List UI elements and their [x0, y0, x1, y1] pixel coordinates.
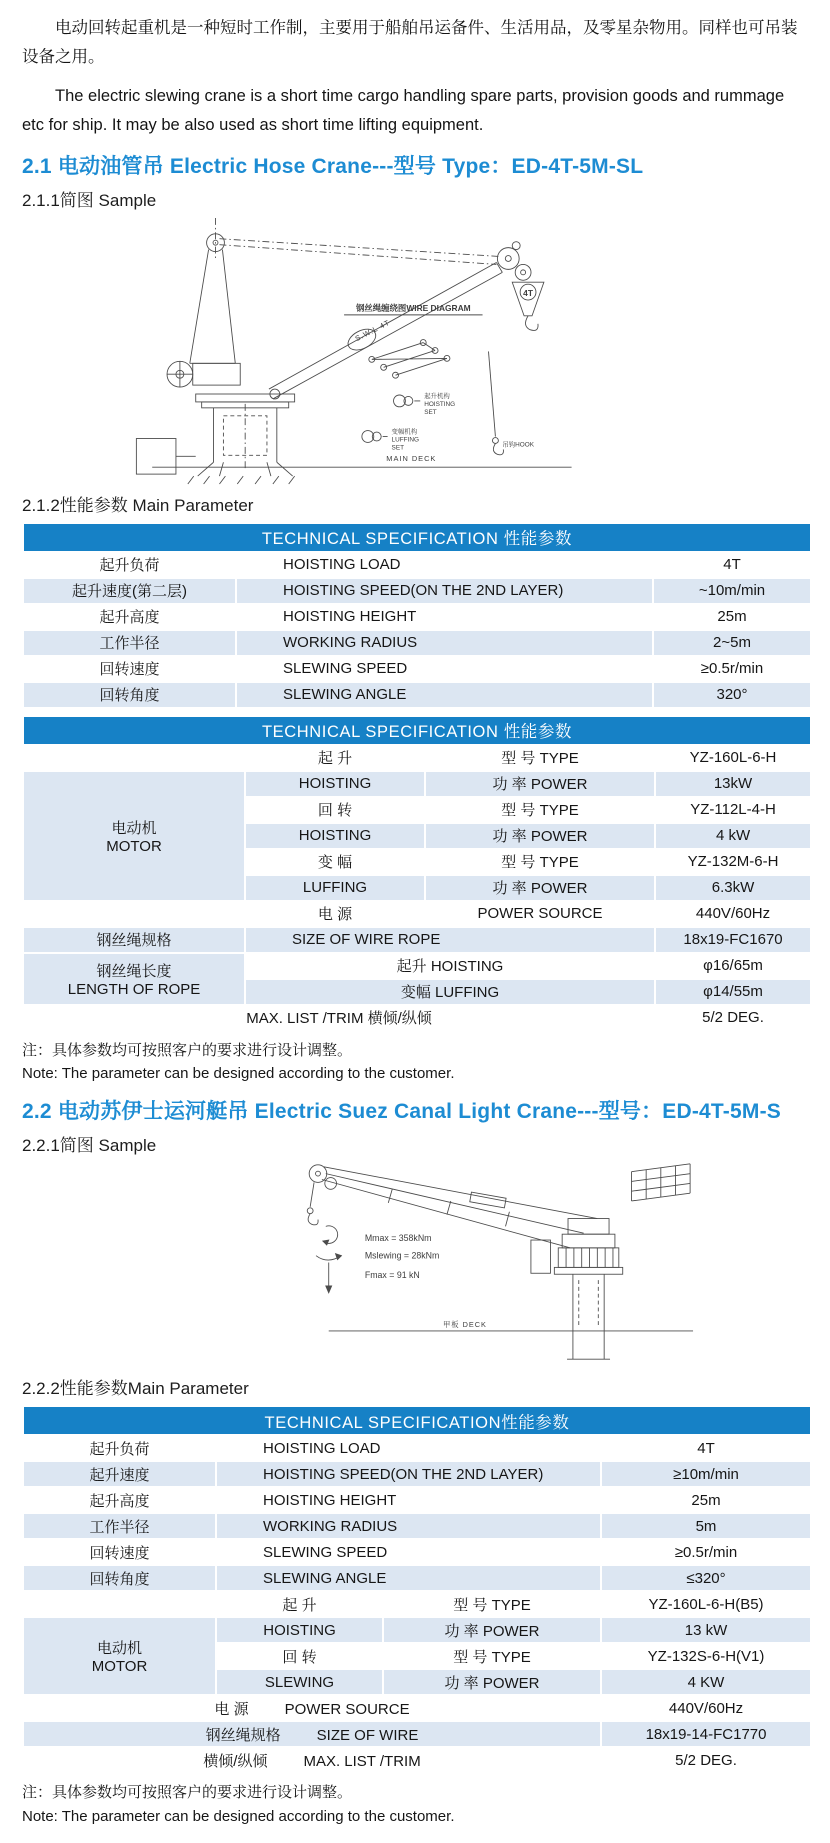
rope-luffing-value: φ14/55m [655, 979, 811, 1005]
param-en: SLEWING ANGLE [236, 682, 653, 708]
deck-label: 甲板 DECK [443, 1319, 487, 1329]
motor-param-label: 功 率 POWER [425, 771, 655, 797]
motor-param-label: 型 号 TYPE [383, 1591, 601, 1617]
param-en: WORKING RADIUS [216, 1513, 601, 1539]
motor-func-name: HOISTING [245, 771, 425, 797]
table-row [23, 656, 811, 682]
rope-length-en: LENGTH OF ROPE [67, 980, 201, 998]
motor-param-value: YZ-160L-6-H [655, 745, 811, 771]
technical-spec-table-1 [22, 522, 812, 709]
table-header-row [23, 716, 811, 745]
hook-label: 吊钩HOOK [502, 440, 535, 448]
technical-spec-table-2 [22, 715, 812, 1032]
section-2-1-1-sample-label: 2.1.1简图 Sample [22, 190, 157, 210]
power-label-cn: 电 源 [245, 901, 425, 927]
motor-param-label: 功 率 POWER [383, 1669, 601, 1695]
motor-func-name: 回 转 [216, 1643, 383, 1669]
table-row [23, 1513, 811, 1539]
force-max-label: Fmax = 91 kN [364, 1270, 420, 1281]
luffing-set-label-cn: 变幅机构 [391, 428, 418, 436]
section-2-2-1-sample-label: 2.2.1简图 Sample [22, 1136, 157, 1155]
section-2-2-heading: 2.2 电动苏伊士运河艇吊 Electric Suez Canal Light Crane---型号：ED-4T-5M-S [22, 1100, 781, 1123]
section-2-1-2-param-label: 2.1.2性能参数 Main Parameter [22, 495, 254, 515]
motor-func-name: 起 升 [245, 745, 425, 771]
power-source-row [23, 901, 811, 927]
wire-rope-value: 18x19-FC1670 [655, 927, 811, 953]
motor-label-en: MOTOR [106, 837, 162, 855]
power-label [23, 1695, 601, 1721]
motor-param-label: 型 号 TYPE [425, 797, 655, 823]
note-cn: 注：具体参数均可按照客户的要求进行设计调整。 [22, 1784, 353, 1801]
motor-func-name: LUFFING [245, 875, 425, 901]
main-deck-label: MAIN DECK [386, 453, 437, 463]
wire-rope-label [23, 1721, 601, 1747]
wire-rope-row [23, 1721, 811, 1747]
motor-param-value: YZ-160L-6-H(B5) [601, 1591, 811, 1617]
param-en: HOISTING HEIGHT [236, 604, 653, 630]
motor-param-value: 13kW [655, 771, 811, 797]
param-en: HOISTING SPEED(ON THE 2ND LAYER) [216, 1461, 601, 1487]
motor-label-cn: 电动机 [111, 819, 157, 837]
power-source-row [23, 1695, 811, 1721]
param-en: HOISTING LOAD [236, 552, 653, 578]
motor-param-label: 型 号 TYPE [383, 1643, 601, 1669]
param-en: SLEWING SPEED [216, 1539, 601, 1565]
motor-param-label: 型 号 TYPE [425, 849, 655, 875]
param-cn: 工作半径 [23, 1513, 216, 1539]
hoisting-set-label-en: HOISTING [424, 400, 456, 408]
wire-rope-cn: 钢丝绳规格 [23, 927, 245, 953]
motor-func-name: 变 幅 [245, 849, 425, 875]
table-row [23, 552, 811, 578]
table-row [23, 682, 811, 708]
table-header-row [23, 523, 811, 552]
motor-param-label: 功 率 POWER [425, 823, 655, 849]
crane-drawing-suez-crane [270, 1158, 810, 1368]
suez-crane-figure [270, 1158, 700, 1368]
technical-spec-table-3 [22, 1405, 812, 1774]
param-value: 25m [653, 604, 811, 630]
motor-func-name: HOISTING [216, 1617, 383, 1643]
table-row [23, 630, 811, 656]
motor-group-cell [23, 1617, 216, 1695]
wire-rope-value: 18x19-14-FC1770 [601, 1721, 811, 1747]
hoisting-set-label-en2: SET [424, 408, 437, 416]
rope-length-row [23, 953, 811, 979]
table-row [23, 1565, 811, 1591]
table-row [23, 1591, 811, 1617]
table-row [23, 745, 811, 771]
wire-rope-row [23, 927, 811, 953]
param-en: HOISTING SPEED(ON THE 2ND LAYER) [236, 578, 653, 604]
motor-param-value: 6.3kW [655, 875, 811, 901]
table-header: TECHNICAL SPECIFICATION 性能参数 [23, 716, 811, 745]
section-2-2-2-param-label: 2.2.2性能参数Main Parameter [22, 1379, 249, 1398]
motor-param-label: 功 率 POWER [425, 875, 655, 901]
table-row [23, 1617, 811, 1643]
swl-label: S.W.L 4T [353, 317, 392, 343]
table-row [23, 1461, 811, 1487]
param-value: 25m [601, 1487, 811, 1513]
power-value: 440V/60Hz [601, 1695, 811, 1721]
param-value: ~10m/min [653, 578, 811, 604]
param-value: 4T [653, 552, 811, 578]
note-en: Note: The parameter can be designed according to the customer. [22, 1065, 455, 1083]
table-row [23, 578, 811, 604]
power-label-en: POWER SOURCE [284, 1700, 410, 1718]
motor-func-name: 回 转 [245, 797, 425, 823]
rope-hoisting-label: 起升 HOISTING [245, 953, 655, 979]
param-en: SLEWING SPEED [236, 656, 653, 682]
table-header: TECHNICAL SPECIFICATION 性能参数 [23, 523, 811, 552]
table-header: TECHNICAL SPECIFICATION性能参数 [23, 1406, 811, 1435]
section-2-1-heading: 2.1 电动油管吊 Electric Hose Crane---型号 Type：ED-4T-5M-SL [22, 154, 644, 178]
hook-capacity-label: 4T [523, 287, 533, 298]
wire-rope-en: SIZE OF WIRE ROPE [245, 927, 655, 953]
param-value: ≥0.5r/min [653, 656, 811, 682]
table-row [23, 1435, 811, 1461]
rope-hoisting-value: φ16/65m [655, 953, 811, 979]
table-row [23, 1539, 811, 1565]
wire-rope-cn: 钢丝绳规格 [205, 1726, 281, 1744]
param-cn: 回转速度 [23, 656, 236, 682]
wire-diagram-title: 钢丝绳缠绕图WIRE DIAGRAM [355, 302, 471, 313]
param-cn: 起升高度 [23, 1487, 216, 1513]
motor-label-cn: 电动机 [96, 1640, 142, 1657]
param-en: SLEWING ANGLE [216, 1565, 601, 1591]
param-en: HOISTING LOAD [216, 1435, 601, 1461]
list-trim-value: 5/2 DEG. [601, 1747, 811, 1773]
param-cn: 回转角度 [23, 1565, 216, 1591]
motor-func-name: 起 升 [216, 1591, 383, 1617]
table-row [23, 771, 811, 797]
motor-param-value: YZ-132M-6-H [655, 849, 811, 875]
list-trim-row [23, 1747, 811, 1773]
param-cn: 起升速度(第二层) [23, 578, 236, 604]
hose-crane-figure [122, 213, 582, 485]
param-cn: 回转速度 [23, 1539, 216, 1565]
list-trim-row [23, 1005, 811, 1031]
motor-param-value: YZ-112L-4-H [655, 797, 811, 823]
note-en: Note: The parameter can be designed according to the customer. [22, 1807, 455, 1825]
param-value: 4T [601, 1435, 811, 1461]
motor-param-value: 4 kW [655, 823, 811, 849]
motor-param-value: 4 KW [601, 1669, 811, 1695]
moment-max-label: Mmax = 358kNm [364, 1233, 432, 1244]
param-cn: 起升速度 [23, 1461, 216, 1487]
power-label-cn: 电 源 [214, 1700, 249, 1718]
rope-length-cn: 钢丝绳长度 [96, 962, 172, 980]
table-row [23, 1487, 811, 1513]
param-value: 320° [653, 682, 811, 708]
motor-label-en: MOTOR [91, 1658, 148, 1675]
list-trim-label: MAX. LIST /TRIM 横倾/纵倾 [23, 1005, 655, 1031]
list-trim-cn: 横倾/纵倾 [203, 1752, 268, 1770]
param-value: ≥10m/min [601, 1461, 811, 1487]
luffing-set-label-en: LUFFING [391, 435, 419, 443]
param-cn: 起升高度 [23, 604, 236, 630]
motor-func-name: HOISTING [245, 823, 425, 849]
param-value: 5m [601, 1513, 811, 1539]
hoisting-set-label-cn: 起升机构 [424, 392, 450, 400]
motor-func-name: SLEWING [216, 1669, 383, 1695]
luffing-set-label-en2: SET [391, 443, 405, 451]
list-trim-value: 5/2 DEG. [655, 1005, 811, 1031]
list-trim-label [23, 1747, 601, 1773]
intro-paragraph-cn: 电动回转起重机是一种短时工作制，主要用于船舶吊运备件、生活用品，及零星杂物用。同样也可吊装设备之用。 [22, 19, 798, 66]
intro-paragraph-en: The electric slewing crane is a short time cargo handling spare parts, provision goods and rummage etc for ship. It may be also used as short time lifting equipment. [22, 86, 785, 134]
blank-cell [23, 901, 245, 927]
motor-param-value: 13 kW [601, 1617, 811, 1643]
param-cn: 起升负荷 [23, 1435, 216, 1461]
note-cn: 注：具体参数均可按照客户的要求进行设计调整。 [22, 1041, 353, 1059]
param-cn: 回转角度 [23, 682, 236, 708]
param-cn: 起升负荷 [23, 552, 236, 578]
param-value: ≥0.5r/min [601, 1539, 811, 1565]
blank-cell [23, 745, 245, 771]
list-trim-en: MAX. LIST /TRIM [303, 1752, 421, 1770]
table-row [23, 604, 811, 630]
param-en: WORKING RADIUS [236, 630, 653, 656]
rope-length-group-cell [23, 953, 245, 1005]
motor-group-cell [23, 771, 245, 901]
wire-rope-en: SIZE OF WIRE [316, 1726, 419, 1744]
param-en: HOISTING HEIGHT [216, 1487, 601, 1513]
blank-cell [23, 1591, 216, 1617]
power-value: 440V/60Hz [655, 901, 811, 927]
moment-slewing-label: Mslewing = 28kNm [364, 1250, 440, 1261]
power-label-en: POWER SOURCE [425, 901, 655, 927]
param-value: 2~5m [653, 630, 811, 656]
param-value: ≤320° [601, 1565, 811, 1591]
param-cn: 工作半径 [23, 630, 236, 656]
motor-param-label: 功 率 POWER [383, 1617, 601, 1643]
motor-param-value: YZ-132S-6-H(V1) [601, 1643, 811, 1669]
rope-luffing-label: 变幅 LUFFING [245, 979, 655, 1005]
crane-drawing-hose-crane [122, 213, 810, 485]
motor-param-label: 型 号 TYPE [425, 745, 655, 771]
table-header-row [23, 1406, 811, 1435]
